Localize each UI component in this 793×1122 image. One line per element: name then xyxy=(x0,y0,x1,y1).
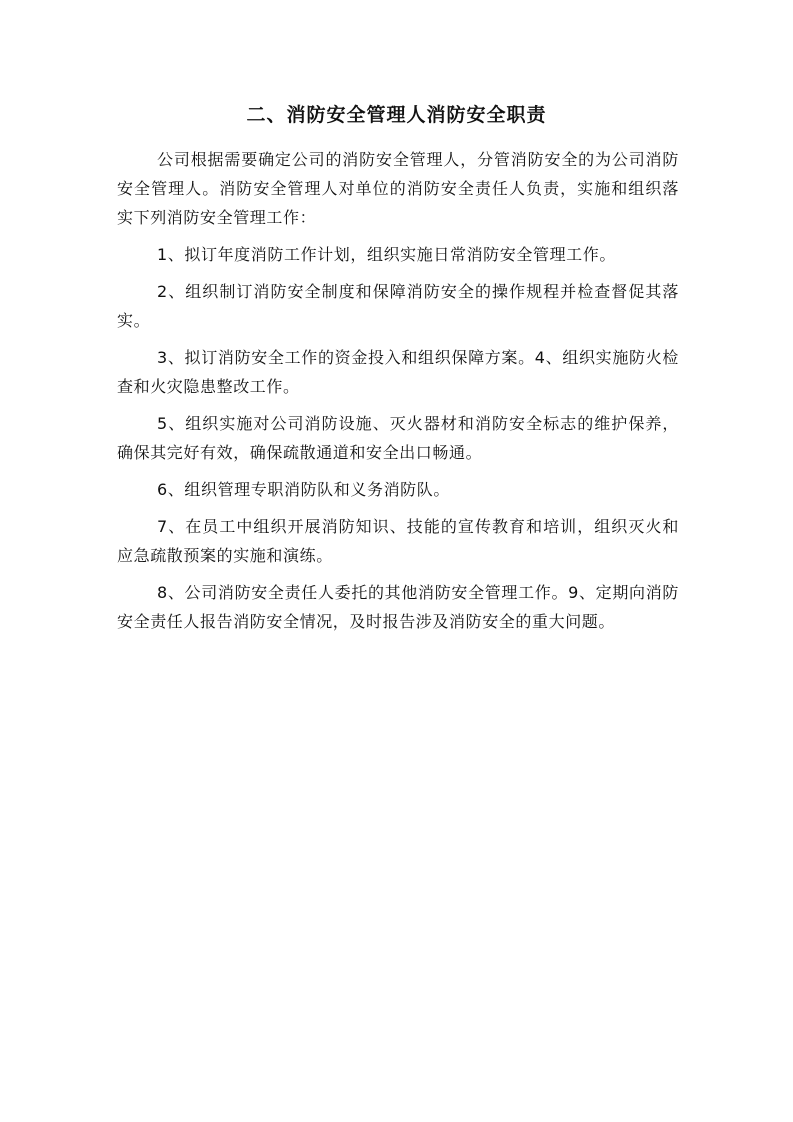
paragraph-item-6: 6、组织管理专职消防队和义务消防队。 xyxy=(157,480,450,499)
paragraph-item-1: 1、拟订年度消防工作计划，组织实施日常消防安全管理工作。 xyxy=(157,245,616,264)
document-title: 二、消防安全管理人消防安全职责 xyxy=(246,104,547,126)
paragraph-item-8-9: 8、公司消防安全责任人委托的其他消防安全管理工作。9、定期向消防安全责任人报告消防安全情况，及时报告涉及消防安全的重大问题。 xyxy=(117,583,679,631)
paragraph-item-7: 7、在员工中组织开展消防知识、技能的宣传教育和培训，组织灭火和应急疏散预案的实施和演练。 xyxy=(117,517,679,565)
paragraph-item-2: 2、组织制订消防安全制度和保障消防安全的操作规程并检查督促其落实。 xyxy=(117,282,679,330)
paragraph-intro: 公司根据需要确定公司的消防安全管理人，分管消防安全的为公司消防安全管理人。消防安全管理人对单位的消防安全责任人负责，实施和组织落实下列消防安全管理工作： xyxy=(117,150,679,227)
paragraph-item-5: 5、组织实施对公司消防设施、灭火器材和消防安全标志的维护保养，确保其完好有效，确保疏散通道和安全出口畅通。 xyxy=(117,414,679,462)
document-body xyxy=(117,145,679,644)
paragraph-item-3-4: 3、拟订消防安全工作的资金投入和组织保障方案。4、组织实施防火检查和火灾隐患整改工作。 xyxy=(117,348,679,396)
